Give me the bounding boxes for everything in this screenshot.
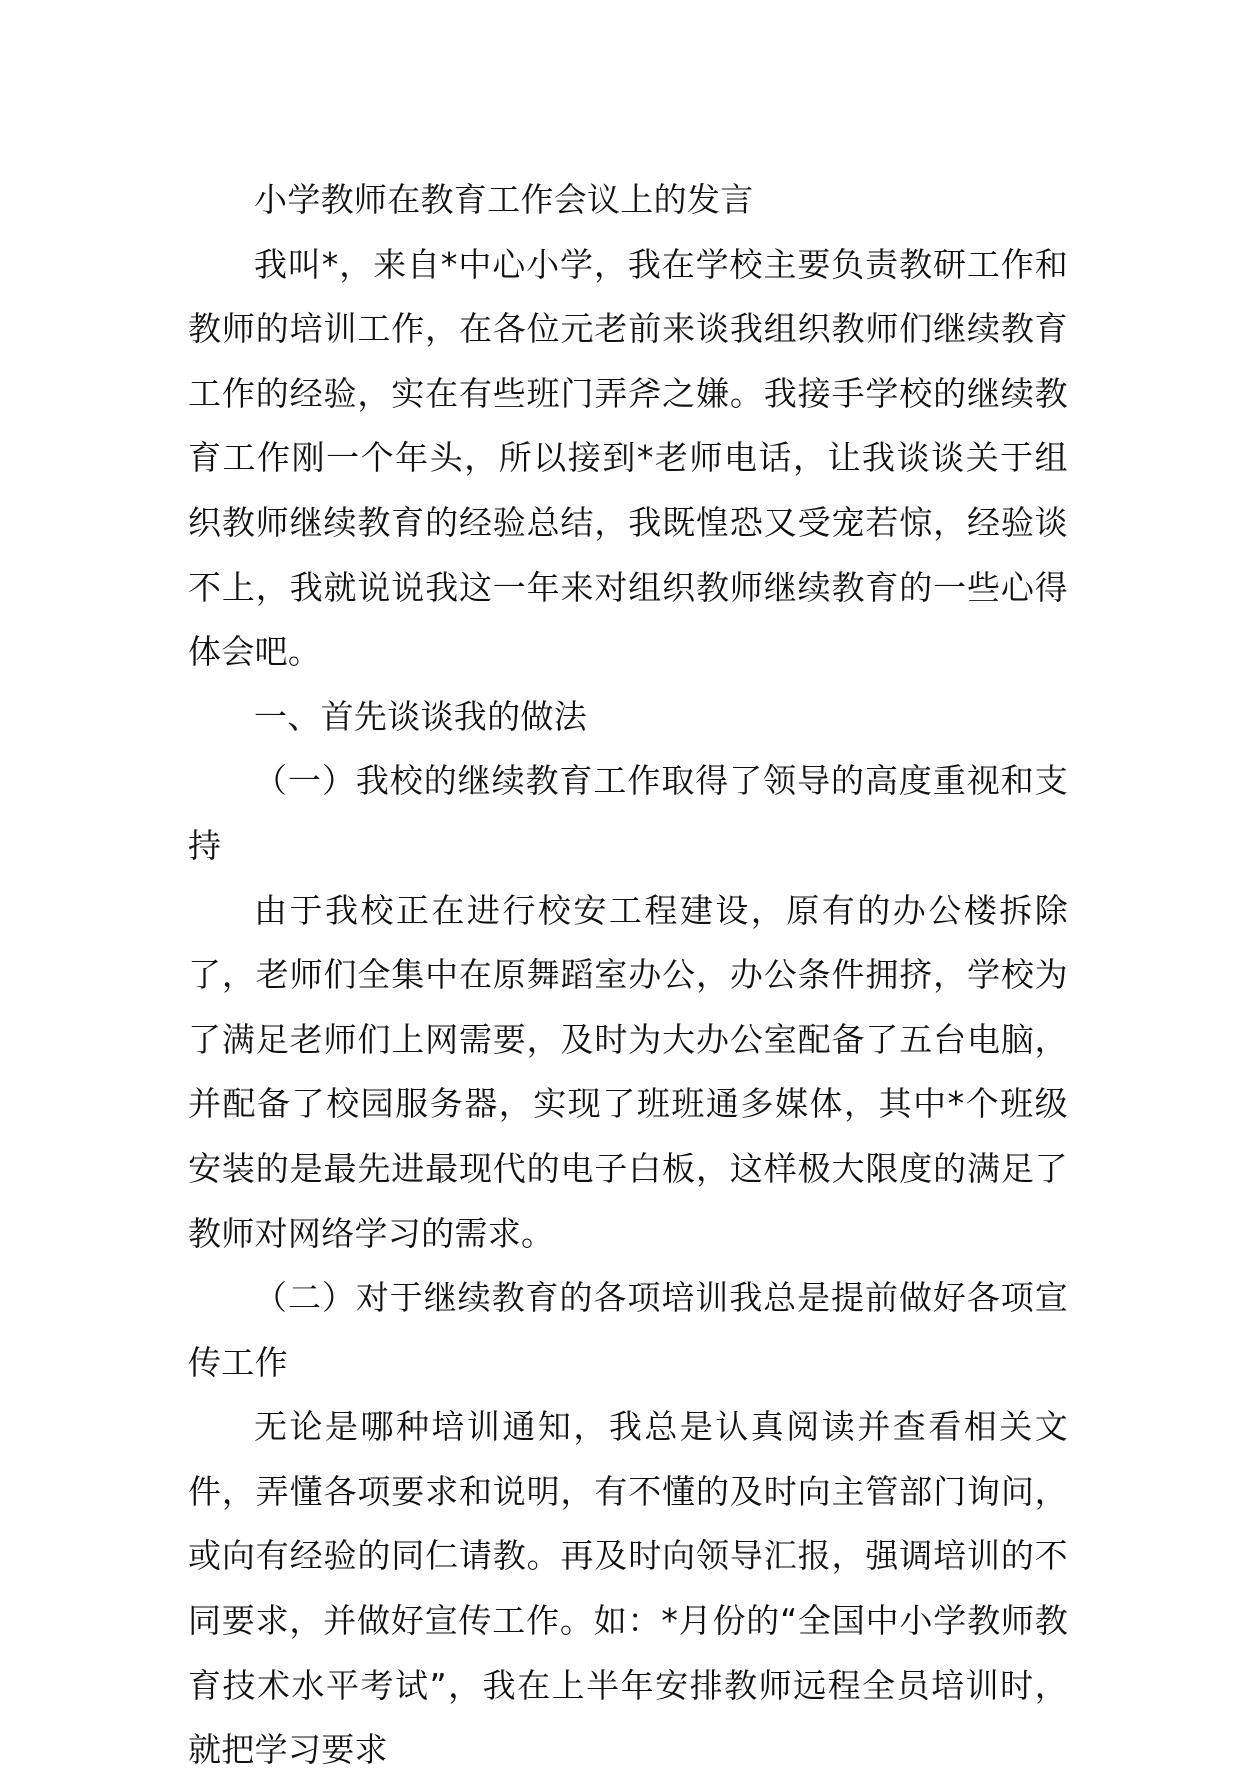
document-title: 小学教师在教育工作会议上的发言 (254, 180, 754, 219)
paragraph-publicity-work: 无论是哪种培训通知，我总是认真阅读并查看相关文件，弄懂各项要求和说明，有不懂的及时向主管部门询问，或向有经验的同仁请教。再及时向领导汇报，强调培训的不同要求，并做好宣传工作。如：*月份的“全国中小学教师教育技术水平考试”，我在上半年安排教师远程全员培训时，就把学习要求 (188, 1407, 1068, 1770)
paragraph-leadership-support: 由于我校正在进行校安工程建设，原有的办公楼拆除了，老师们全集中在原舞蹈室办公，办公条件拥挤，学校为了满足老师们上网需要，及时为大办公室配备了五台电脑，并配备了校园服务器，实现了班班通多媒体，其中*个班级安装的是最先进最现代的电子白板，这样极大限度的满足了教师对网络学习的需求。 (188, 890, 1068, 1253)
section-heading-1: 一、首先谈谈我的做法 (254, 696, 587, 736)
paragraph-introduction: 我叫*，来自*中心小学，我在学校主要负责教研工作和教师的培训工作，在各位元老前来谈我组织教师们继续教育工作的经验，实在有些班门弄斧之嫌。我接手学校的继续教育工作刚一个年头，所以接到*老师电话，让我谈谈关于组织教师继续教育的经验总结，我既惶恐又受宠若惊，经验谈不上，我就说说我这一年来对组织教师继续教育的一些心得体会吧。 (188, 244, 1068, 672)
subsection-heading-1: （一）我校的继续教育工作取得了领导的高度重视和支持 (188, 761, 1068, 865)
document-body (188, 168, 1068, 1783)
subsection-heading-2: （二）对于继续教育的各项培训我总是提前做好各项宣传工作 (188, 1278, 1068, 1382)
